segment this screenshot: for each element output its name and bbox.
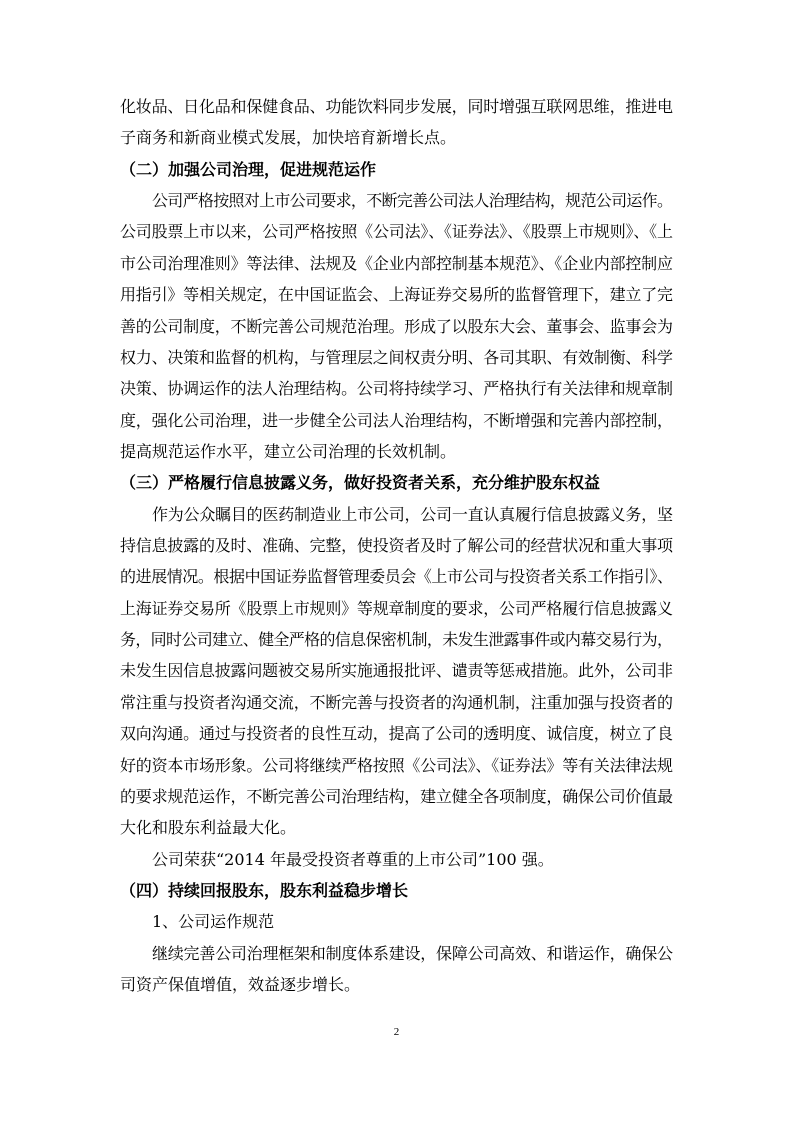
line-text: 公司股票上市以来，公司严格按照《公司法》、《证券法》、《股票上市规则》、《上 — [120, 222, 673, 242]
section-heading-text: （四）持续回报股东，股东利益稳步增长 — [120, 880, 409, 900]
line-text: 好的资本市场形象。公司将继续严格按照《公司法》、《证券法》等有关法律法规 — [120, 755, 673, 775]
text-line — [120, 342, 673, 373]
text-line — [120, 311, 673, 342]
page-number: 2 — [393, 1026, 400, 1038]
line-text: 决策、协调运作的法人治理结构。公司将持续学习、严格执行有关法律和规章制 — [120, 379, 673, 399]
line-text: 常注重与投资者沟通交流，不断完善与投资者的沟通机制，注重加强与投资者的 — [120, 692, 673, 712]
line-text: 的进展情况。根据中国证券监督管理委员会《上市公司与投资者关系工作指引》、 — [120, 567, 673, 587]
line-text: 上海证券交易所《股票上市规则》等规章制度的要求，公司严格履行信息披露义 — [120, 598, 673, 618]
line-text: 子商务和新商业模式发展，加快培育新增长点。 — [120, 128, 457, 148]
text-line — [120, 405, 673, 436]
text-line — [152, 499, 673, 530]
line-text: 继续完善公司治理框架和制度体系建设，保障公司高效、和谐运作，确保公 — [152, 943, 673, 963]
subheading — [152, 906, 673, 937]
line-text: 善的公司制度，不断完善公司规范治理。形成了以股东大会、董事会、监事会为 — [120, 316, 673, 336]
text-line — [120, 624, 673, 655]
section-heading — [120, 875, 673, 906]
text-line — [120, 279, 673, 310]
section-heading-text: （三）严格履行信息披露义务，做好投资者关系，充分维护股东权益 — [120, 473, 601, 493]
text-line — [120, 718, 673, 749]
award-text: 公司荣获“2014 年最受投资者尊重的上市公司”100 强。 — [152, 849, 554, 869]
text-line — [120, 91, 673, 122]
text-line — [152, 938, 673, 969]
line-text: 未发生因信息披露问题被交易所实施通报批评、谴责等惩戒措施。此外，公司非 — [120, 661, 673, 681]
line-text: 度，强化公司治理，进一步健全公司法人治理结构，不断增强和完善内部控制， — [120, 410, 673, 430]
text-line — [120, 655, 673, 686]
text-line — [120, 969, 673, 1000]
line-text: 司资产保值增值，效益逐步增长。 — [120, 975, 361, 995]
line-text: 务，同时公司建立、健全严格的信息保密机制，未发生泄露事件或内幕交易行为， — [120, 630, 673, 650]
section-heading — [120, 154, 673, 185]
text-line — [120, 530, 673, 561]
section-heading-text: （二）加强公司治理，促进规范运作 — [120, 159, 377, 179]
page-body — [0, 91, 793, 1000]
line-text: 化妆品、日化品和保健食品、功能饮料同步发展，同时增强互联网思维，推进电 — [120, 97, 673, 116]
text-line — [120, 750, 673, 781]
text-line — [120, 812, 673, 843]
line-text: 市公司治理准则》等法律、法规及《企业内部控制基本规范》、《企业内部控制应 — [120, 253, 673, 273]
line-text: 提高规范运作水平，建立公司治理的长效机制。 — [120, 441, 457, 461]
line-text: 持信息披露的及时、准确、完整，使投资者及时了解公司的经营状况和重大事项 — [120, 536, 673, 556]
text-line — [120, 781, 673, 812]
text-line — [120, 593, 673, 624]
text-line — [120, 561, 673, 592]
line-text: 权力、决策和监督的机构，与管理层之间权责分明、各司其职、有效制衡、科学 — [120, 347, 673, 367]
text-line — [120, 248, 673, 279]
text-line — [152, 185, 673, 216]
text-line — [120, 436, 673, 467]
line-text: 大化和股东利益最大化。 — [120, 818, 297, 838]
line-text: 用指引》等相关规定，在中国证监会、上海证券交易所的监督管理下，建立了完 — [120, 285, 673, 305]
subheading-text: 1、公司运作规范 — [152, 912, 275, 932]
award-line — [152, 844, 673, 875]
line-text: 的要求规范运作，不断完善公司治理结构，建立健全各项制度，确保公司价值最 — [120, 786, 673, 806]
line-text: 双向沟通。通过与投资者的良性互动，提高了公司的透明度、诚信度，树立了良 — [120, 724, 673, 744]
text-line — [120, 122, 673, 153]
text-line — [120, 687, 673, 718]
line-text: 公司严格按照对上市公司要求，不断完善公司法人治理结构，规范公司运作。 — [152, 191, 673, 211]
line-text: 作为公众瞩目的医药制造业上市公司，公司一直认真履行信息披露义务，坚 — [152, 504, 673, 524]
text-line — [120, 216, 673, 247]
section-heading — [120, 467, 673, 498]
text-line — [120, 373, 673, 404]
